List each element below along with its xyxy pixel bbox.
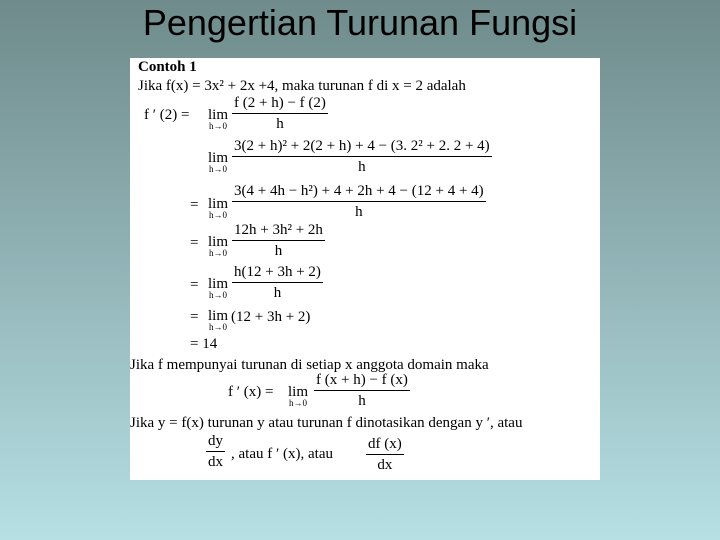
- example-heading: Contoh 1: [138, 59, 197, 75]
- lim-word: lim: [208, 234, 229, 250]
- equals-sign: =: [190, 309, 199, 325]
- fraction-bar: [366, 454, 404, 455]
- notation-mid: , atau f ′ (x), atau: [231, 446, 333, 462]
- f-prime-2-label: f ′ (2) =: [144, 107, 190, 123]
- definition-text: Jika f mempunyai turunan di setiap x anggota domain maka: [130, 357, 489, 373]
- step2-numerator: 3(2 + h)² + 2(2 + h) + 4 − (3. 2² + 2. 2 + 4): [234, 138, 490, 154]
- lim-word: lim: [208, 308, 229, 324]
- step3-numerator: 3(4 + 4h − h²) + 4 + 2h + 4 − (12 + 4 + 4): [234, 183, 484, 199]
- content-panel: [130, 58, 600, 480]
- lim-subscript: h→0: [289, 398, 307, 408]
- df-dx-fraction: [366, 435, 404, 474]
- step4-fraction: [232, 221, 325, 260]
- lim-subscript: h→0: [209, 322, 227, 332]
- step3-denominator: h: [355, 204, 363, 220]
- step1-denominator: h: [276, 116, 284, 132]
- step1-fraction: [232, 94, 328, 133]
- step2-denominator: h: [358, 159, 366, 175]
- step4-denominator: h: [274, 243, 283, 259]
- limit-operator: [208, 235, 228, 258]
- slide-title: Pengertian Turunan Fungsi: [142, 2, 578, 43]
- fraction-bar: [314, 390, 410, 391]
- equals-sign: =: [190, 235, 199, 251]
- step4-numerator: 12h + 3h² + 2h: [234, 222, 323, 238]
- lim-subscript: h→0: [209, 248, 227, 258]
- lim-subscript: h→0: [209, 290, 227, 300]
- definition-fraction: [314, 371, 410, 410]
- fraction-bar: [232, 156, 492, 157]
- fraction-bar: [206, 451, 225, 452]
- limit-operator: [208, 309, 228, 332]
- step2-fraction: [232, 137, 492, 176]
- equals-sign: =: [190, 277, 199, 293]
- definition-numerator: f (x + h) − f (x): [316, 372, 408, 388]
- fraction-bar: [232, 282, 323, 283]
- fraction-bar: [232, 240, 325, 241]
- df-numerator: df (x): [368, 436, 402, 452]
- fraction-bar: [232, 113, 328, 114]
- dx-denominator: dx: [208, 454, 223, 470]
- limit-operator: [208, 277, 228, 300]
- notation-text: Jika y = f(x) turunan y atau turunan f dinotasikan dengan y ′, atau: [130, 415, 523, 431]
- lim-subscript: h→0: [209, 121, 227, 131]
- step1-numerator: f (2 + h) − f (2): [234, 95, 326, 111]
- lim-word: lim: [208, 196, 229, 212]
- lim-subscript: h→0: [209, 164, 227, 174]
- definition-lhs: f ′ (x) =: [228, 384, 274, 400]
- limit-operator: [208, 108, 228, 131]
- example-intro: Jika f(x) = 3x² + 2x +4, maka turunan f di x = 2 adalah: [138, 78, 466, 94]
- limit-operator: [288, 385, 308, 408]
- fraction-bar: [232, 201, 486, 202]
- limit-operator: [208, 151, 228, 174]
- df-denominator: dx: [377, 457, 393, 473]
- lim-word: lim: [208, 276, 229, 292]
- lim-word: lim: [208, 150, 229, 166]
- equals-sign: =: [190, 197, 199, 213]
- lim-subscript: h→0: [209, 210, 227, 220]
- step3-fraction: [232, 182, 486, 221]
- definition-denominator: h: [358, 393, 366, 409]
- lim-word: lim: [208, 107, 229, 123]
- step5-denominator: h: [273, 285, 282, 301]
- result: = 14: [190, 336, 218, 352]
- dy-dx-fraction: [206, 432, 225, 471]
- step6-expression: (12 + 3h + 2): [231, 309, 311, 325]
- step5-fraction: [232, 263, 323, 302]
- lim-word: lim: [288, 384, 309, 400]
- limit-operator: [208, 197, 228, 220]
- step5-numerator: h(12 + 3h + 2): [234, 264, 321, 280]
- dy-numerator: dy: [208, 433, 223, 449]
